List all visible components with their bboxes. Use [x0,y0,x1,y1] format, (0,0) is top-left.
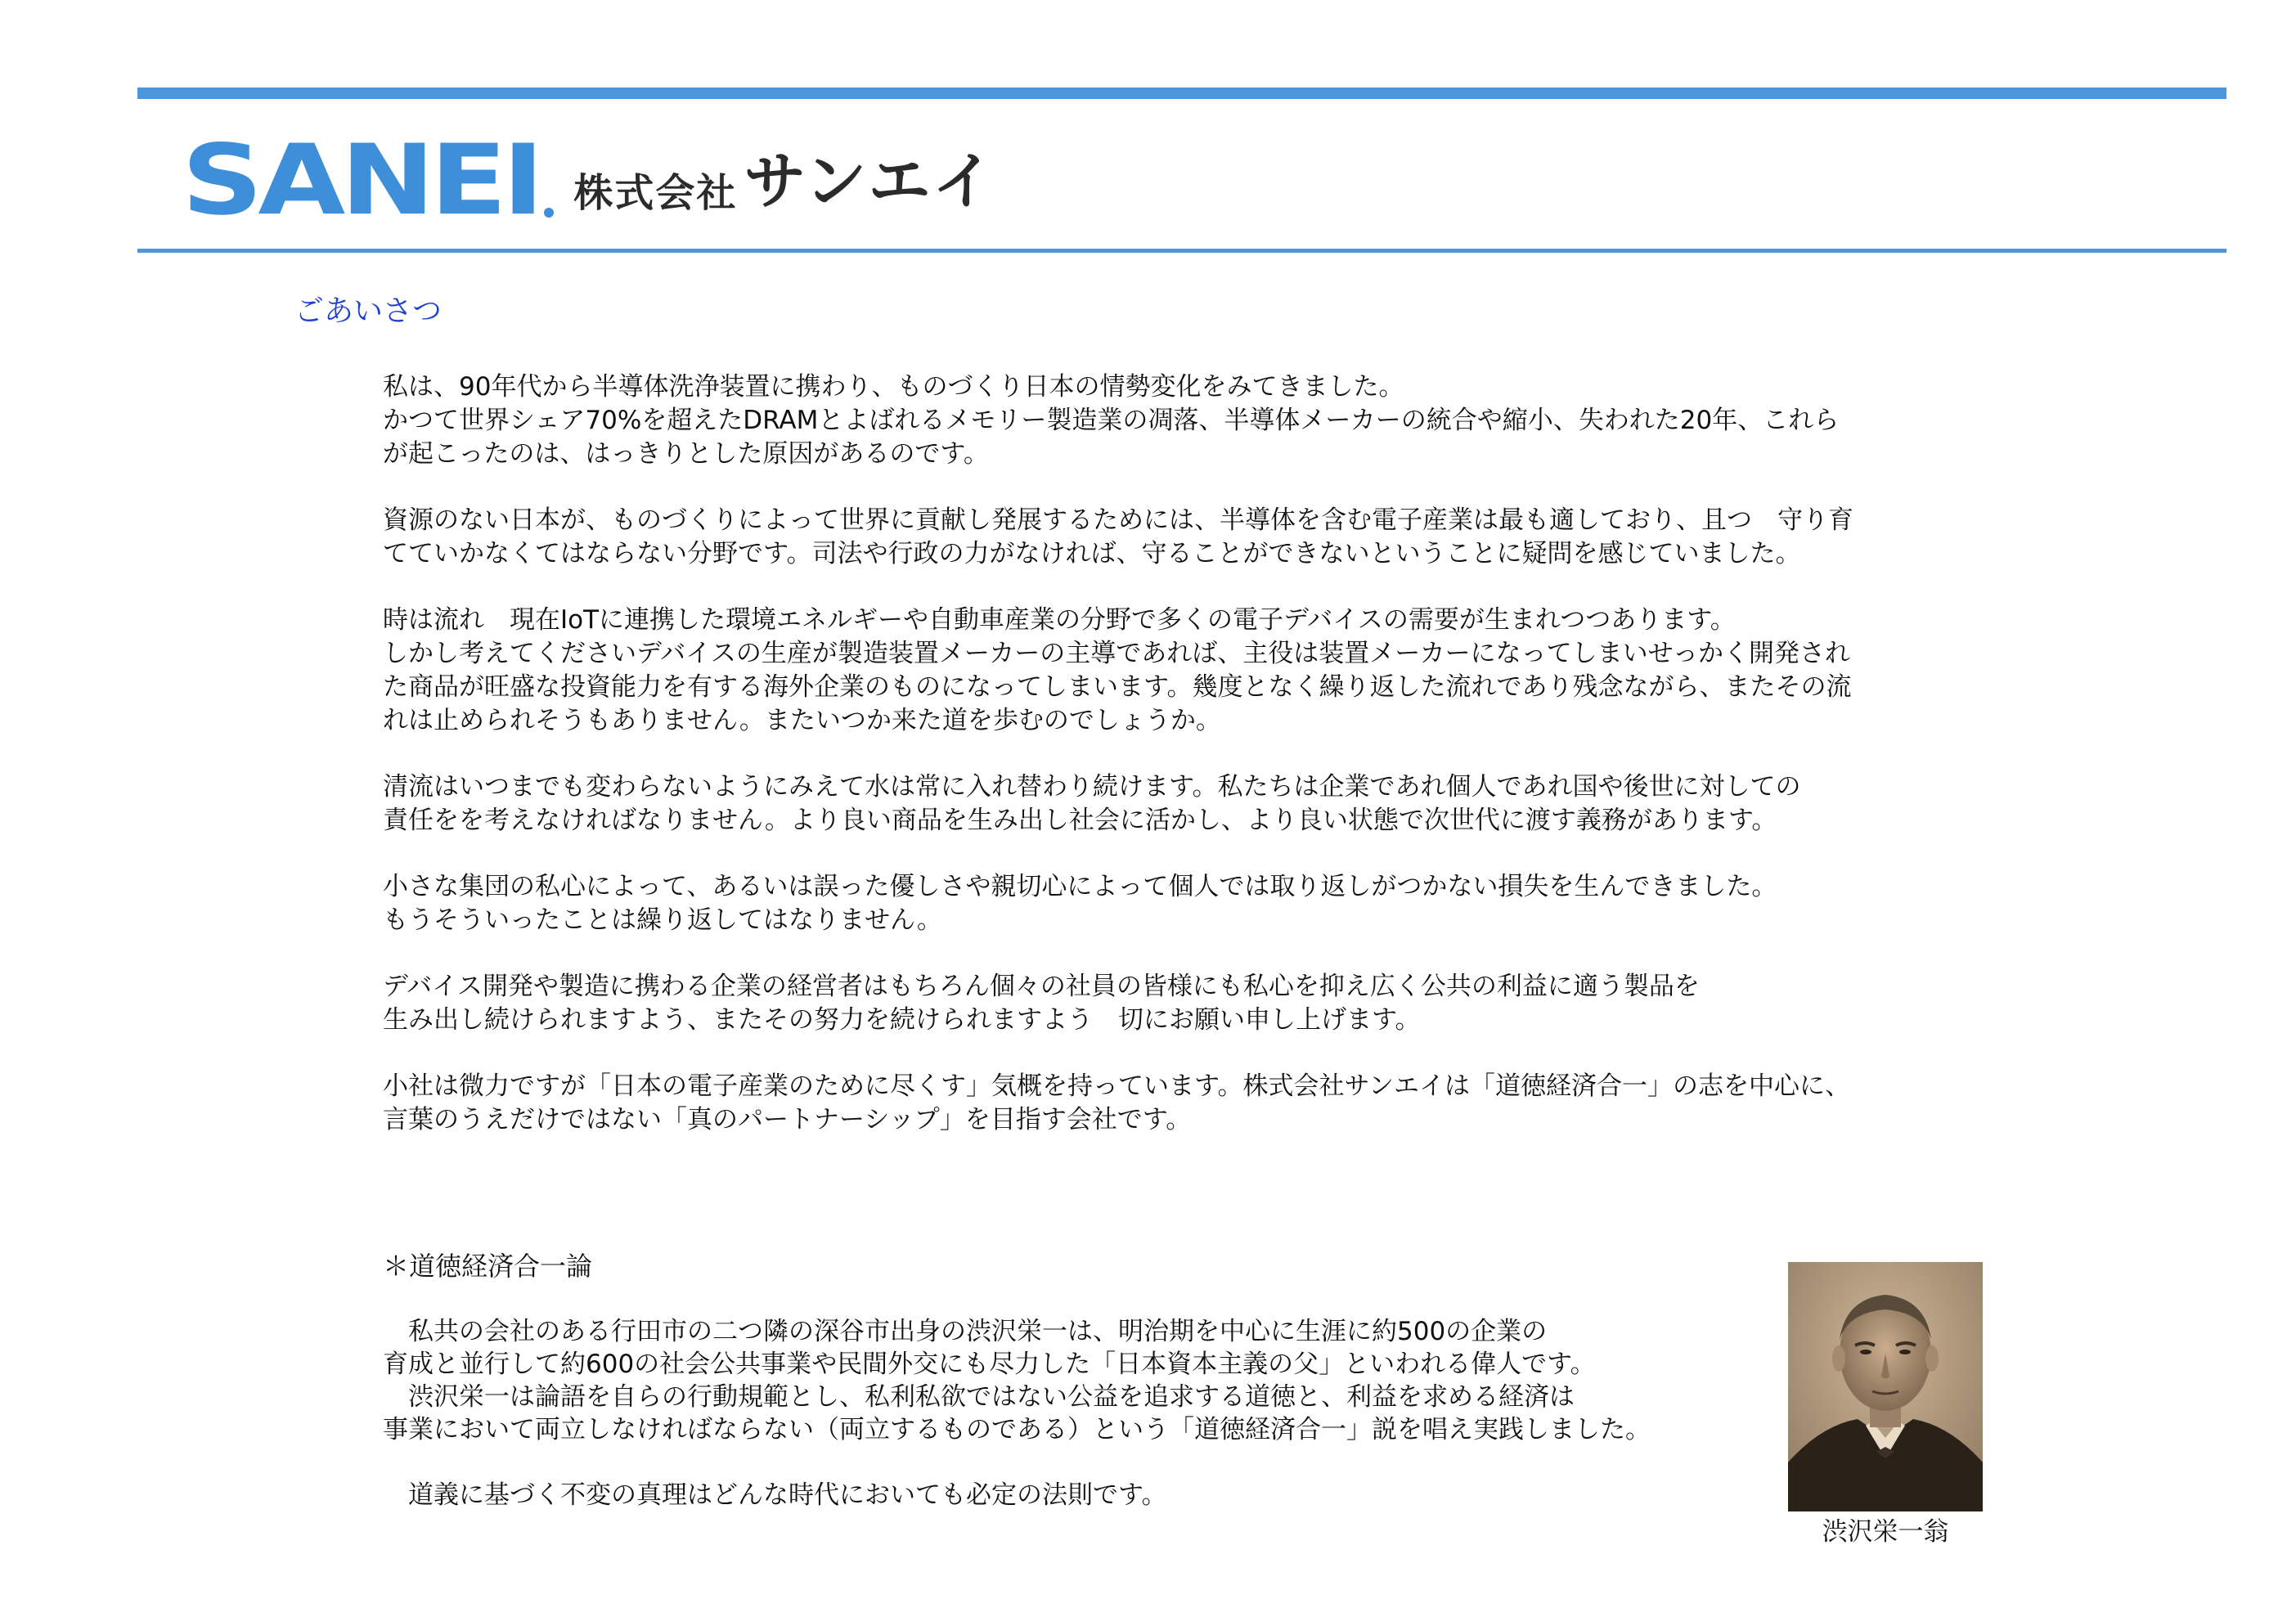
greeting-line: しかし考えてくださいデバイスの生産が製造装置メーカーの主導であれば、主役は装置メーカーになってしまいせっかく開発され [383,639,1850,668]
greeting-line: もうそういったことは繰り返してはなりません。 [383,905,942,935]
note-line: 道義に基づく不変の真理はどんな時代においても必定の法則です。 [383,1480,1167,1510]
logo-company-name: サンエイ [744,145,996,218]
note-line: 渋沢栄一は論語を自らの行動規範とし、私利私欲ではない公益を追求する道徳と、利益を求める経済は [383,1382,1575,1412]
company-logo [182,123,996,237]
greeting-line: 生み出し続けられますよう、またその努力を続けられますよう 切にお願い申し上げます。 [383,1005,1421,1035]
greeting-line: た商品が旺盛な投資能力を有する海外企業のものになってしまいます。幾度となく繰り返した流れであり残念ながら、またその流 [383,672,1852,702]
greeting-line: が起こったのは、はっきりとした原因があるのです。 [383,439,989,469]
greeting-line: てていかなくてはならない分野です。司法や行政の力がなければ、守ることができないということに疑問を感じていました。 [383,539,1801,568]
paragraph [383,870,2019,937]
portrait-photo [1788,1262,1983,1511]
note-title: ＊道徳経済合一論 [383,1251,593,1282]
note-body [383,1315,1741,1511]
greeting-line: 責任をを考えなければなりません。より良い商品を生み出し社会に活かし、より良い状態で次世代に渡す義務があります。 [383,806,1777,835]
paragraph [383,1315,1741,1446]
paragraph [383,970,2019,1037]
paragraph [383,1479,1741,1511]
greeting-line: かつて世界シェア70%を超えたDRAMとよばれるメモリー製造業の凋落、半導体メーカーの統合や縮小、失われた20年、これら [383,406,1840,435]
logo-company-type: 株式会社 [573,170,738,216]
header-top-rule [137,88,2226,99]
logo-dot [544,208,554,218]
paragraph [383,504,2019,571]
paragraph [383,371,2019,471]
logo-wordmark: SANEI [182,124,540,237]
greeting-line: 清流はいつまでも変わらないようにみえて水は常に入れ替わり続けます。私たちは企業であれ個人であれ国や後世に対しての [383,772,1801,802]
greeting-line: 小さな集団の私心によって、あるいは誤った優しさや親切心によって個人では取り返しがつかない損失を生んできました。 [383,872,1777,901]
note-line: 私共の会社のある行田市の二つ隣の深谷市出身の渋沢栄一は、明治期を中心に生涯に約500の企業の [383,1317,1548,1346]
greeting-line: 言葉のうえだけではない「真のパートナーシップ」を目指す会社です。 [383,1105,1192,1134]
greeting-line: 小社は微力ですが「日本の電子産業のために尽くす」気概を持っています。株式会社サンエイは「道徳経済合一」の志を中心に、 [383,1071,1850,1101]
portrait-image [1788,1262,1983,1511]
note-section [383,1250,1741,1544]
greeting-letter [383,371,2019,1170]
greeting-title: ごあいさつ [294,294,443,328]
greeting-line: れは止められそうもありません。またいつか来た道を歩むのでしょうか。 [383,706,1221,735]
note-line: 育成と並行して約600の社会公共事業や民間外交にも尽力した「日本資本主義の父」といわれる偉人です。 [383,1350,1596,1379]
note-line: 事業において両立しなければならない（両立するものである）という「道徳経済合一」説を唱え実践しました。 [383,1415,1651,1444]
paragraph [383,604,2019,738]
paragraph [383,770,2019,838]
greeting-line: 時は流れ 現在IoTに連携した環境エネルギーや自動車産業の分野で多くの電子デバイスの需要が生まれつつあります。 [383,605,1736,635]
portrait-caption: 渋沢栄一翁 [1822,1517,1949,1547]
header-bottom-rule [137,249,2226,253]
paragraph [383,1070,2019,1137]
greeting-line: デバイス開発や製造に携わる企業の経営者はもちろん個々の社員の皆様にも私心を抑え広く公共の利益に適う製品を [383,972,1700,1001]
greeting-line: 私は、90年代から半導体洗浄装置に携わり、ものづくり日本の情勢変化をみてきました。 [383,372,1404,402]
greeting-line: 資源のない日本が、ものづくりによって世界に貢献し発展するためには、半導体を含む電子産業は最も適しており、且つ 守り育 [383,505,1853,535]
